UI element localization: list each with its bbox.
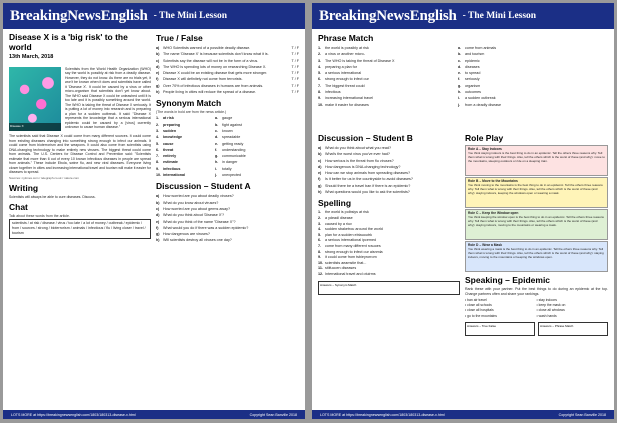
item-letter: h) bbox=[318, 190, 322, 195]
phrase-end: to spread bbox=[465, 71, 481, 76]
item-number: 12. bbox=[318, 271, 324, 276]
role-play-cards bbox=[465, 145, 608, 272]
speaking-option: • close all windows bbox=[536, 308, 565, 313]
item-number: 6. bbox=[318, 238, 322, 243]
role-title: Role D – Wear a Mask bbox=[468, 243, 503, 247]
spelling-phrase: a ydeadl disease bbox=[325, 215, 353, 220]
item-number: 7. bbox=[156, 154, 160, 159]
spelling-phrase: the world is polbsiys at risk bbox=[325, 210, 369, 215]
phrase-end: organism bbox=[465, 83, 481, 88]
chat-heading: Chat bbox=[9, 202, 28, 212]
spelling-heading: Spelling bbox=[318, 198, 352, 209]
item-number: 11. bbox=[318, 266, 323, 271]
item-number: 6. bbox=[318, 77, 322, 82]
lesson-page-1 bbox=[3, 3, 305, 419]
synonym-word: at risk bbox=[163, 116, 174, 121]
speaking-options-left bbox=[465, 298, 537, 319]
spelling-list bbox=[318, 210, 460, 277]
item-letter: g. bbox=[215, 154, 219, 159]
article-headline: Disease X is a 'big risk' to the world bbox=[9, 32, 128, 52]
phrase-start: a virus or another micro- bbox=[325, 52, 365, 57]
article-date: 13th March, 2018 bbox=[9, 54, 54, 60]
true-false-choice[interactable]: T / F bbox=[291, 90, 299, 95]
spelling-phrase: scientists aeamstie that... bbox=[325, 260, 367, 265]
speaking-options bbox=[465, 298, 608, 319]
page-footer bbox=[312, 410, 614, 419]
answer-phrase-match-cell: Answers – Phrase Match bbox=[538, 322, 608, 336]
item-number: 3. bbox=[318, 58, 322, 63]
item-number: 2. bbox=[318, 215, 322, 220]
question-text: How dangerous are viruses? bbox=[163, 232, 210, 237]
item-letter: f. bbox=[215, 147, 218, 152]
item-letter: c) bbox=[156, 206, 160, 211]
synonym-match: fight against bbox=[222, 122, 242, 127]
item-statement: People living in cities will reduce the spread of a disease. bbox=[163, 90, 257, 95]
synonym-word: entirely bbox=[163, 154, 177, 159]
discussion-b-list bbox=[318, 145, 460, 195]
item-letter: e. bbox=[215, 141, 219, 146]
question-text: What do you know about viruses? bbox=[163, 200, 219, 205]
item-letter: g) bbox=[156, 83, 160, 88]
question-text: What would you do if there was a sudden epidemic? bbox=[163, 225, 249, 230]
lesson-page-2 bbox=[312, 3, 614, 419]
item-letter: a) bbox=[156, 46, 160, 50]
role-title: Role A – Stay Indoors bbox=[468, 147, 502, 151]
item-letter: f) bbox=[156, 225, 159, 230]
item-number: 7. bbox=[318, 83, 322, 88]
spelling-item bbox=[318, 272, 460, 278]
question-text: How serious is the threat from flu viruses? bbox=[325, 158, 394, 163]
answer-table bbox=[465, 322, 608, 336]
question-text: How dangerous is DNA-changing technology? bbox=[325, 164, 401, 169]
speaking-option: • stay indoors bbox=[536, 298, 557, 302]
question-text: What do you think about 'Disease X'? bbox=[163, 213, 225, 218]
speaking-option: • close all schools bbox=[465, 303, 492, 308]
item-letter: j. bbox=[215, 173, 218, 178]
spelling-phrase: stiifucoen diseases bbox=[325, 266, 357, 271]
phrase-right bbox=[458, 102, 608, 108]
footer-copyright: Copyright Sean Banville 2018 bbox=[558, 412, 606, 417]
role-text: You think staying indoors is the best thing to do in an epidemic. Tell the others three reasons why. Tell them what is wrong with their things. Also, tell the others which is the worst of these (and why): move to the mountains, sleeping outdoors or ride on a sleeping train. bbox=[468, 151, 605, 163]
item-letter: b) bbox=[156, 200, 160, 205]
footer-copyright: Copyright Sean Banville 2018 bbox=[249, 412, 297, 417]
phrase-end: come from animals bbox=[465, 46, 497, 50]
speaking-option: • wash hands bbox=[536, 313, 557, 318]
footer-link[interactable]: LOTS MORE at https://breakingnewsenglish.com/1803/180313-disease-x.html bbox=[320, 412, 445, 417]
synonym-match: spreadable bbox=[222, 135, 241, 140]
true-false-heading: True / False bbox=[156, 33, 203, 43]
role-card bbox=[465, 145, 608, 176]
item-number: 5. bbox=[156, 141, 160, 146]
item-letter: c. bbox=[458, 58, 462, 63]
synonym-word: preparing bbox=[163, 122, 181, 127]
item-letter: d) bbox=[156, 64, 160, 69]
item-letter: c) bbox=[156, 58, 160, 63]
answer-table bbox=[318, 281, 460, 295]
spelling-phrase: International travel and otuirms bbox=[325, 271, 376, 276]
page-footer bbox=[3, 410, 305, 419]
item-number: 7. bbox=[318, 243, 322, 248]
item-letter: i. bbox=[458, 96, 461, 101]
synonym-heading: Synonym Match bbox=[156, 98, 222, 109]
item-number: 10. bbox=[156, 173, 162, 178]
item-letter: a. bbox=[215, 116, 219, 121]
phrase-left bbox=[318, 102, 458, 108]
phrase-start: The biggest threat could bbox=[325, 83, 365, 88]
synonym-word: international bbox=[163, 173, 186, 178]
synonym-match: getting ready bbox=[222, 141, 244, 146]
item-letter: d) bbox=[156, 213, 160, 218]
article-body bbox=[9, 62, 151, 175]
item-letter: h. bbox=[215, 160, 219, 165]
item-letter: g) bbox=[318, 183, 322, 188]
item-letter: b. bbox=[458, 52, 462, 57]
true-false-choice[interactable]: T / F bbox=[291, 64, 299, 69]
phrase-end: seriously bbox=[465, 77, 480, 82]
item-letter: j. bbox=[458, 102, 461, 107]
true-false-choice[interactable]: T / F bbox=[291, 58, 299, 63]
item-number: 8. bbox=[318, 90, 322, 95]
spelling-phrase: caused by a riuv bbox=[325, 221, 352, 226]
synonym-list bbox=[156, 115, 299, 178]
item-letter: f. bbox=[458, 77, 461, 82]
speaking-option: • keep the mask on bbox=[536, 303, 566, 308]
phrase-match-heading: Phrase Match bbox=[318, 33, 374, 43]
brand-subtitle: - The Mini Lesson bbox=[462, 11, 537, 21]
role-text: You think moving to the mountains is the best thing to do in an epidemic. Tell the others three reasons why. Tell them what is wrong with their things. Also, tell the others which is the worst of these (and why): staying indoors, keeping the windows open or wearing a mask. bbox=[468, 183, 603, 195]
item-letter: b) bbox=[318, 152, 322, 157]
discussion-question bbox=[156, 237, 299, 243]
phrase-start: strong enough to infect our bbox=[325, 77, 369, 82]
phrase-start: The WHO is taking the threat of Disease X bbox=[325, 58, 395, 63]
right-lower-column bbox=[465, 133, 608, 336]
item-number: 10. bbox=[318, 102, 324, 107]
phrase-end: and tourism bbox=[465, 52, 485, 57]
spelling-phrase: strong enough to infect our aisnmla bbox=[325, 249, 383, 254]
synonym-match: in danger bbox=[222, 160, 238, 165]
article-text: Scientists from the World Health Organization (WHO) say the world is possibly at risk from a deadly disease. However, they do not know. As there are no trials yet, it won't be known when it does and scientists have called it 'Disease X'. It could be caused by a virus or other micro-organism that scientists don't yet know about. The WHO said Disease X could be unleashed until it is too late and it is possibly something around the world. The WHO is taking the threat of Disease X seriously. It is putting a lot of money into research and is preparing a plan for a sudden outbreak. It said: "Disease X represents the knowledge that a serious international epidemic could be caused by a [virus] currently unknown to cause human disease." The scientists said that Disease X could come from many different sources. It could come from existing diseases changing into something strong enough to infect our animals. It could come from bioterrorism and the weapons. It could also come from scientists using DNA-changing technology to make entirely new viruses. The biggest threat could come from animals. The U.S. Centers for Disease Control and Prevention said: "Scientists estimate that more than 6 out of every 10 known infectious diseases in people are spread from animals." These include Ebola, swine flu, and new viral diseases. Everyone living closer together in cities and increasing international travel and tourism will make it easier for diseases to spread. bbox=[9, 66, 152, 174]
synonym-match: known bbox=[222, 128, 233, 133]
item-letter: h) bbox=[156, 90, 160, 95]
item-letter: g. bbox=[458, 83, 462, 88]
role-card bbox=[465, 209, 608, 240]
phrase-match-item bbox=[318, 102, 608, 108]
role-text: You think keeping the window open is the best thing to do in an epidemic. Tell the others three reasons why. Tell them what is wrong with their things. Also, tell the others which is the worst of these (and why): staying indoors, moving to the mountains or wearing a mask. bbox=[468, 215, 604, 227]
synonym-match: communicable bbox=[222, 154, 246, 159]
role-title: Role B – Move to the Mountains bbox=[468, 179, 518, 183]
page-banner bbox=[3, 3, 305, 29]
speaking-heading: Speaking – Epidemic bbox=[465, 275, 551, 285]
item-letter: d) bbox=[318, 164, 322, 169]
synonym-match: understanding bbox=[222, 147, 246, 152]
synonym-word: threat bbox=[163, 147, 174, 152]
question-text: Is it better for us in the countryside to avoid diseases? bbox=[325, 177, 413, 182]
article-column bbox=[9, 33, 151, 239]
spelling-phrase: it could come from tsbieyrorrom bbox=[325, 255, 377, 260]
discussion-a-heading: Discussion – Student A bbox=[156, 181, 251, 192]
item-number: 8. bbox=[156, 160, 160, 165]
item-letter: c) bbox=[318, 158, 322, 163]
brand-name: BreakingNewsEnglish bbox=[10, 7, 148, 24]
phrase-start: infectious bbox=[325, 90, 341, 95]
speaking-options-right bbox=[537, 298, 609, 319]
spelling-phrase: sudden sbaketrou around the world bbox=[325, 227, 383, 232]
discussion-a-list bbox=[156, 193, 299, 243]
brand-subtitle: - The Mini Lesson bbox=[153, 11, 228, 21]
item-letter: a) bbox=[156, 194, 160, 199]
true-false-item bbox=[156, 89, 299, 95]
item-letter: b) bbox=[156, 52, 160, 57]
spelling-phrase: come from many different rcsuoes bbox=[325, 243, 381, 248]
item-letter: i. bbox=[215, 166, 218, 171]
role-card bbox=[465, 241, 608, 272]
question-text: What do you think about what you read? bbox=[325, 146, 392, 150]
item-letter: e) bbox=[156, 219, 160, 224]
item-number: 9. bbox=[156, 166, 160, 171]
item-letter: c. bbox=[215, 128, 219, 133]
question-text: How can we stop animals from spreading diseases? bbox=[325, 171, 411, 176]
phrase-start: make it easier for diseases bbox=[325, 102, 369, 107]
item-statement: Disease X will definitely not come from terrorists. bbox=[163, 77, 243, 82]
true-false-choice[interactable]: T / F bbox=[291, 71, 299, 76]
item-letter: f) bbox=[156, 77, 159, 82]
synonym-match: totally bbox=[222, 166, 232, 171]
left-lower-column bbox=[318, 133, 460, 295]
phrase-end: a sudden outbreak bbox=[465, 96, 496, 101]
chat-instruction: Talk about these words from the article. bbox=[9, 214, 70, 218]
phrase-end: epidemic bbox=[465, 58, 480, 63]
footer-link[interactable]: LOTS MORE at https://breakingnewsenglish.com/1803/180313-disease-x.html bbox=[11, 412, 136, 417]
item-letter: h. bbox=[458, 90, 462, 95]
question-text: What do you think of the name "Disease X"? bbox=[163, 219, 236, 224]
synonym-word: estimate bbox=[163, 160, 178, 165]
speaking-instruction: Rank these with your partner. Put the best things to do during an epidemic at the top. Change partners often and share your rankings. bbox=[465, 287, 608, 296]
role-card bbox=[465, 177, 608, 208]
item-statement: The WHO is spending lots of money on researching Disease X. bbox=[163, 64, 267, 69]
phrase-end: outcomes bbox=[465, 90, 481, 95]
phrase-start: a serious international bbox=[325, 71, 362, 76]
item-number: 9. bbox=[318, 96, 322, 101]
speaking-option: • go to the mountains bbox=[465, 313, 497, 318]
question-text: Should there be a travel ban if there is an epidemic? bbox=[325, 183, 411, 188]
writing-heading: Writing bbox=[9, 182, 39, 193]
item-number: 2. bbox=[156, 122, 160, 127]
item-number: 1. bbox=[318, 210, 322, 215]
item-number: 6. bbox=[156, 147, 160, 152]
article-photo bbox=[9, 67, 61, 131]
item-letter: d. bbox=[458, 64, 462, 69]
true-false-choice[interactable]: T / F bbox=[291, 83, 299, 88]
phrase-end: from a deadly disease bbox=[465, 102, 502, 107]
question-text: How worried are you about deadly viruses? bbox=[163, 194, 234, 199]
synonym-item bbox=[156, 172, 299, 178]
item-statement: Scientists say the disease will not be in the form of a virus. bbox=[163, 58, 259, 63]
answer-synonym-cell: Answers – Synonym Match bbox=[318, 281, 460, 295]
item-number: 9. bbox=[318, 255, 322, 260]
spelling-phrase: a serious international ipcemed bbox=[325, 238, 377, 243]
item-number: 5. bbox=[318, 71, 322, 76]
true-false-list bbox=[156, 45, 299, 95]
question-text: What's the worst virus you've ever had? bbox=[325, 152, 390, 157]
synonym-instruction: (The words in bold are from the news article.) bbox=[156, 110, 227, 115]
item-statement: Over 70% of infectious diseases in humans are from animals. bbox=[163, 83, 264, 88]
speaking-option: • close all hospitals bbox=[465, 308, 494, 313]
article-sources: Sources: nytimes.com / telegraph.co.uk / nature.com bbox=[9, 175, 80, 180]
synonym-match: gauge bbox=[222, 116, 233, 121]
item-number: 1. bbox=[156, 116, 160, 121]
question-text: What questions would you like to ask the scientists? bbox=[325, 190, 410, 195]
item-statement: Disease X could be an existing disease that gets more stronger. bbox=[163, 71, 268, 76]
item-statement: The name 'Disease X' is because scientists don't know what it is. bbox=[163, 52, 269, 57]
item-letter: b. bbox=[215, 122, 219, 127]
item-number: 5. bbox=[318, 232, 322, 237]
exercise-column bbox=[156, 33, 299, 244]
discussion-question bbox=[318, 189, 460, 195]
role-play-heading: Role Play bbox=[465, 133, 504, 143]
role-title: Role C – Keep the Window open bbox=[468, 211, 519, 215]
spelling-phrase: plan for a sudden ebtauoutrk bbox=[325, 232, 372, 237]
phrase-start: the world is possibly at risk bbox=[325, 46, 369, 50]
synonym-match: unexpected bbox=[222, 173, 242, 178]
item-letter: a. bbox=[458, 46, 462, 50]
item-number: 4. bbox=[318, 227, 322, 232]
phrase-match-list bbox=[318, 45, 608, 108]
item-letter: e. bbox=[458, 71, 462, 76]
role-text: You think wearing a mask is the best thing to do in an epidemic. Tell the others three reasons why. Tell them what is wrong with their things. Also, tell the others which is the worst of these (and why): staying indoors, moving to the mountains or keeping the windows open. bbox=[468, 247, 604, 259]
item-number: 4. bbox=[156, 135, 160, 140]
true-false-choice[interactable]: T / F bbox=[291, 52, 299, 57]
item-number: 8. bbox=[318, 249, 322, 254]
item-number: 1. bbox=[318, 46, 322, 50]
writing-prompt: Scientists will always be able to cure diseases. Discuss. bbox=[9, 194, 96, 199]
synonym-word: sudden bbox=[163, 128, 177, 133]
true-false-choice[interactable]: T / F bbox=[291, 77, 299, 82]
question-text: How worried are you about germs away? bbox=[163, 206, 231, 211]
item-number: 10. bbox=[318, 260, 324, 265]
item-letter: g) bbox=[156, 232, 160, 237]
item-letter: f) bbox=[318, 177, 321, 182]
brand-name: BreakingNewsEnglish bbox=[319, 7, 457, 24]
item-statement: WHO Scientists warned of a possible deadly disease. bbox=[163, 46, 251, 50]
item-letter: d. bbox=[215, 135, 219, 140]
phrase-start: preparing a plan for bbox=[325, 64, 357, 69]
phrase-end: diseases bbox=[465, 64, 480, 69]
item-number: 4. bbox=[318, 64, 322, 69]
item-letter: e) bbox=[156, 71, 160, 76]
page-banner bbox=[312, 3, 614, 29]
true-false-choice[interactable]: T / F bbox=[291, 46, 299, 50]
item-letter: e) bbox=[318, 171, 322, 176]
item-letter: h) bbox=[156, 238, 160, 243]
phrase-match-section bbox=[318, 33, 608, 108]
synonym-word: infectious bbox=[163, 166, 181, 171]
photo-caption: Disease X bbox=[9, 123, 61, 131]
chat-word-box: scientists / at risk / disease / virus / too late / a lot of money / outbreak / epidemic / from / sources / strong / bioterrorism / animals / infectious / flu / living closer / travel / tourism bbox=[9, 219, 151, 239]
item-number: 2. bbox=[318, 52, 322, 57]
discussion-b-heading: Discussion – Student B bbox=[318, 133, 413, 143]
speaking-option: • ban air travel bbox=[465, 298, 487, 302]
synonym-word: cause bbox=[163, 141, 174, 146]
synonym-word: knowledge bbox=[163, 135, 183, 140]
question-text: Will scientists destroy all viruses one day? bbox=[163, 238, 232, 243]
item-letter: a) bbox=[318, 146, 322, 150]
answer-true-false-cell: Answers – True False bbox=[465, 322, 535, 336]
phrase-start: increasing international travel bbox=[325, 96, 373, 101]
item-number: 3. bbox=[156, 128, 160, 133]
item-number: 3. bbox=[318, 221, 322, 226]
